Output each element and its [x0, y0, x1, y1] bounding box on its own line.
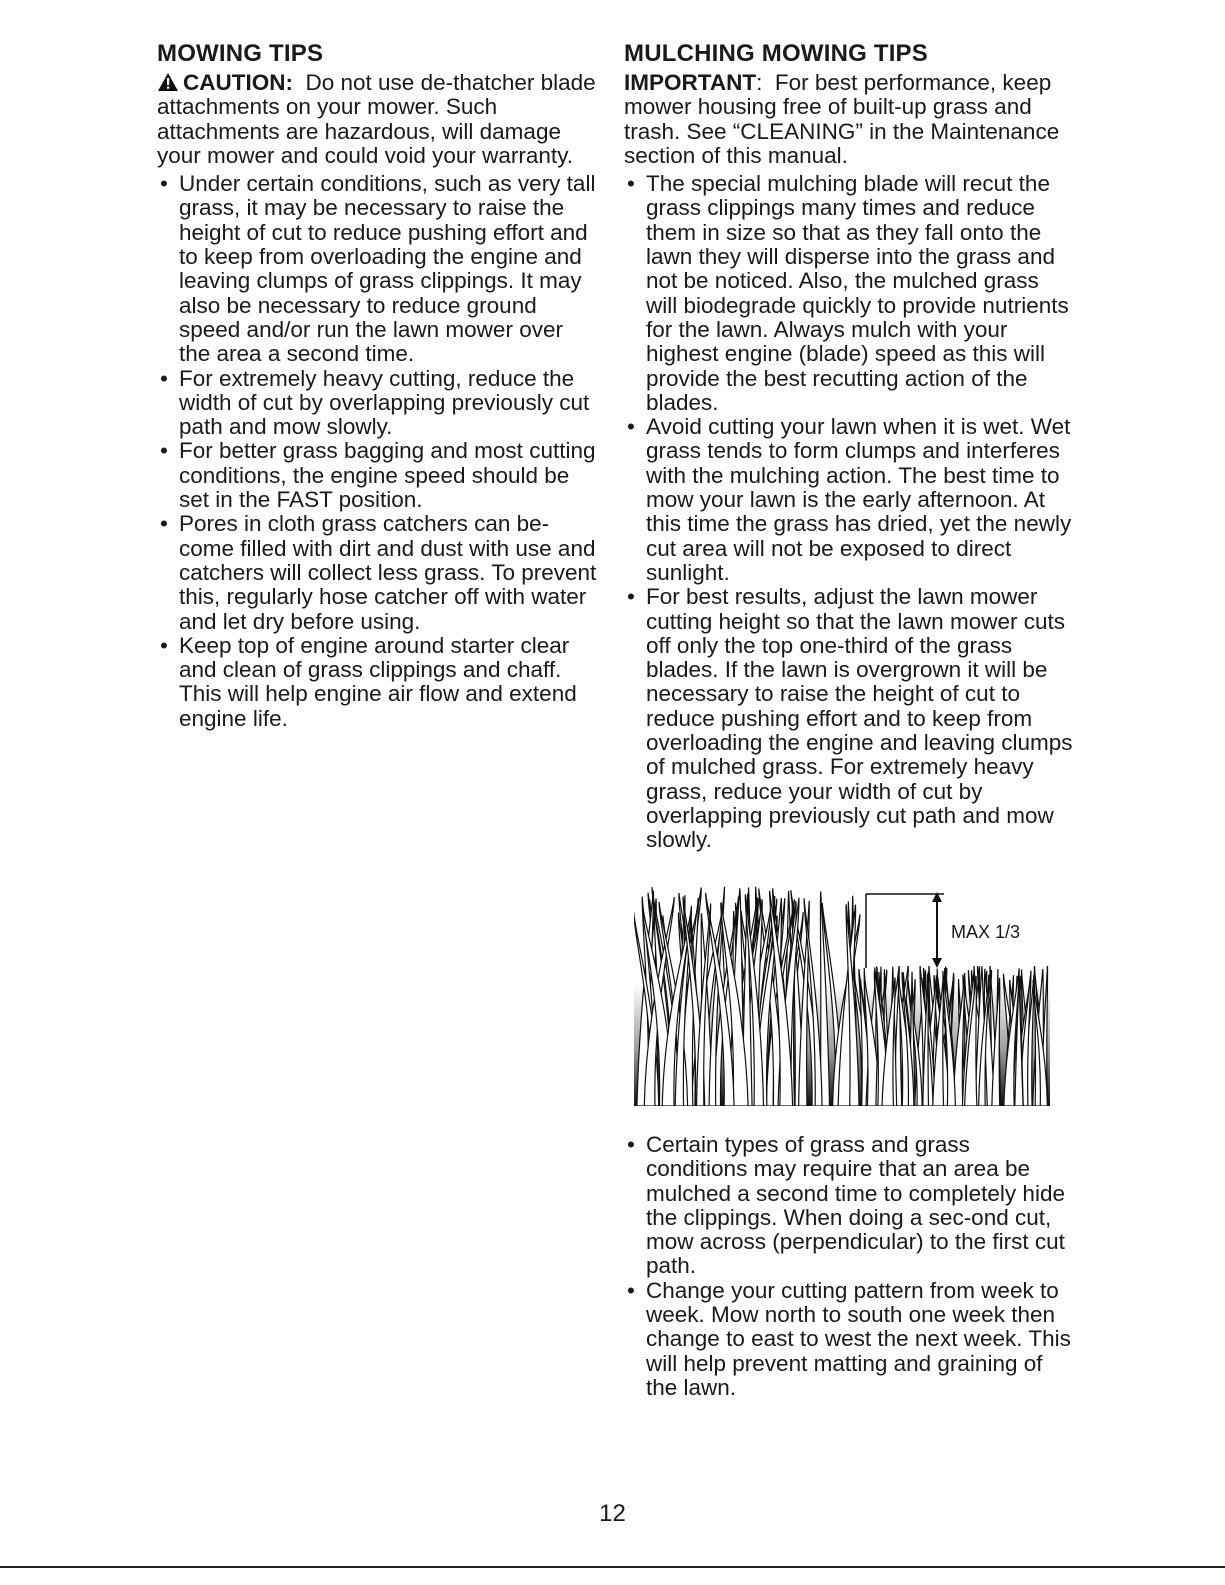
- warning-triangle-icon: [157, 72, 179, 92]
- mowing-tips-section: [157, 40, 597, 731]
- important-label: IMPORTANT: [624, 70, 757, 95]
- list-item: • For extremely heavy cutting, reduce the width of cut by overlapping previously cut path and mow slowly.: [157, 367, 597, 440]
- page-bottom-rule: [0, 1566, 1225, 1568]
- mulching-tips-list-continued: [624, 1133, 1074, 1400]
- max-one-third-label: MAX 1/3: [951, 922, 1021, 942]
- list-item: • The special mulching blade will recut the grass clippings many times and reduce them in size so that as they fall onto the lawn they will disperse into the grass and not be noticed. Also, the mulched grass will biodegrade quickly to provide nutrients for the lawn. Always mulch with your highest engine (blade) speed as this will provide the best recutting action of the blades.: [624, 172, 1074, 415]
- grass-illustration: [634, 884, 1050, 1106]
- mulching-tips-section: [624, 40, 1074, 853]
- mulching-tips-heading: MULCHING MOWING TIPS: [624, 40, 928, 67]
- list-item: • Pores in cloth grass catchers can be-come filled with dirt and dust with use and catchers will collect less grass. To prevent this, regularly hose catcher off with water and let dry before using.: [157, 512, 597, 633]
- important-text: For best performance, keep mower housing free of built-up grass and trash. See “CLEANING” in the Maintenance section of this manual.: [624, 70, 1060, 168]
- mowing-tips-list: [157, 172, 597, 731]
- grass-cutting-height-illustration: [634, 884, 1050, 1106]
- caution-label: CAUTION:: [183, 70, 293, 95]
- mowing-tips-heading: MOWING TIPS: [157, 40, 324, 67]
- list-item: • Under certain conditions, such as very tall grass, it may be necessary to raise the height of cut to reduce pushing effort and to keep from overloading the engine and leaving clumps of grass clippings. It may also be necessary to reduce ground speed and/or run the lawn mower over the area a second time.: [157, 172, 597, 366]
- list-item: • Keep top of engine around starter clear and clean of grass clippings and chaff. This will help engine air flow and extend engine life.: [157, 634, 597, 731]
- list-item: • For best results, adjust the lawn mower cutting height so that the lawn mower cuts off only the top one-third of the grass blades. If the lawn is overgrown it will be necessary to raise the height of cut to reduce pushing effort and to keep from overloading the engine and leaving clumps of mulched grass. For extremely heavy grass, reduce your width of cut by overlapping previously cut path and mow slowly.: [624, 585, 1074, 852]
- list-item: • Change your cutting pattern from week to week. Mow north to south one week then change to east to west the next week. This will help prevent matting and graining of the lawn.: [624, 1279, 1074, 1400]
- caution-text: Do not use de-thatcher blade attachments on your mower. Such attachments are hazardous, will damage your mower and could void your warranty.: [157, 70, 596, 168]
- mulching-tips-list: [624, 172, 1074, 852]
- mulching-tips-continued: [624, 1133, 1074, 1400]
- list-item: • For better grass bagging and most cutting conditions, the engine speed should be set in the FAST position.: [157, 439, 597, 512]
- list-item: • Certain types of grass and grass conditions may require that an area be mulched a second time to completely hide the clippings. When doing a sec-ond cut, mow across (perpendicular) to the first cut path.: [624, 1133, 1074, 1279]
- list-item: • Avoid cutting your lawn when it is wet. Wet grass tends to form clumps and interferes with the mulching action. The best time to mow your lawn is the early afternoon. At this time the grass has dried, yet the newly cut area will not be exposed to direct sunlight.: [624, 415, 1074, 585]
- important-paragraph: IMPORTANT: For best performance, keep mower housing free of built-up grass and trash. See “CLEANING” in the Maintenance section of this manual.: [624, 70, 1060, 168]
- caution-paragraph: [157, 71, 597, 168]
- page-number: 12: [599, 1500, 626, 1527]
